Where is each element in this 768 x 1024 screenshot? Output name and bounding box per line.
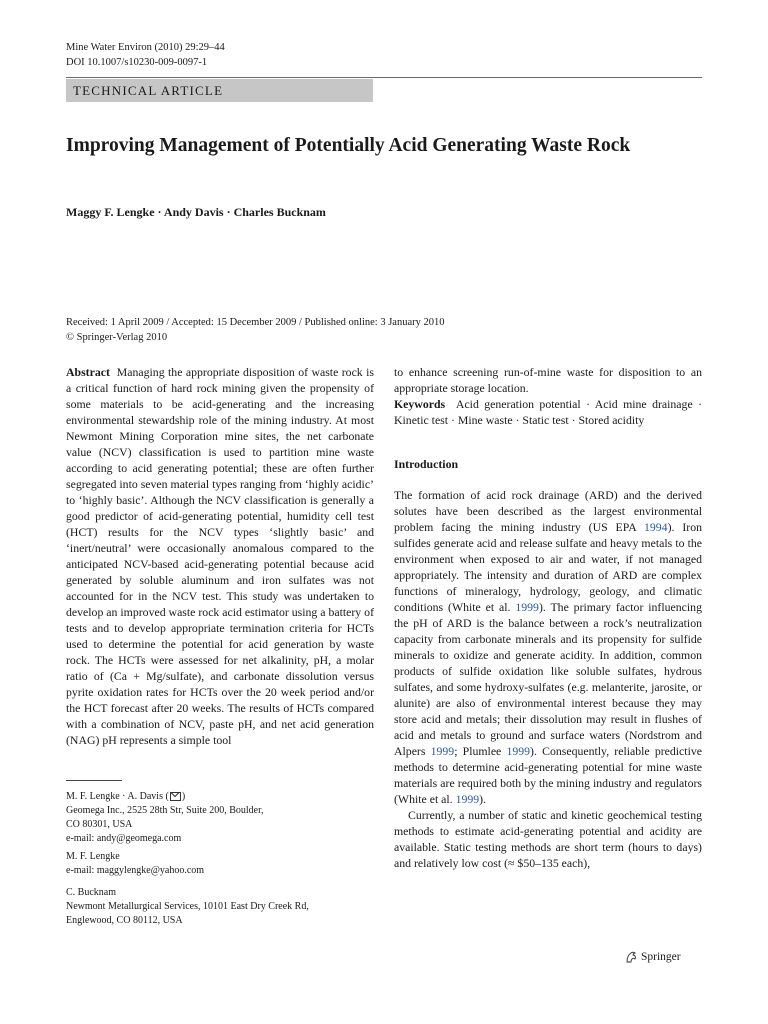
abstract-text: Managing the appropriate disposition of waste rock is a critical function of hard rock mining given the propensity of some materials to be acid-generating and the increasing environmental stewardship role of the mining industry. At most Newmont Mining Corporation mine sites, the net carbonate value (NCV) classification is used to partition mine waste according to acid generating potential; these are often further segregated into seven material types ranging from ‘highly acidic’ to ‘highly basic’. Although the NCV classification is generally a good predictor of acid-generating potential, humidity cell test (HCT) results for the NCV types ‘slightly basic’ and ‘inert/neutral’ were occasionally anomalous compared to the anticipated NCV-based acid-generating potential because acid generated by soluble aluminum and iron sulfates was not accounted for in the NCV test. This study was undertaken to develop an improved waste rock acid estimator using a battery of tests and to develop appropriate termination criteria for HCTs used to determine the potential for acid generation by waste rock. The HCTs were assessed for net alkalinity, pH, a molar ratio of (Ca + Mg/sulfate), and carbonate dissolution versus pyrite oxidation rates for HCTs over the 20 week period and/or the HCT forecast after 20 weeks. The results of HCTs compared with a combination of NCV, paste pH, and net acid generation (NAG) pH represents a simple tool (66, 365, 374, 747)
affiliation-email-link[interactable]: e-mail: andy@geomega.com (66, 833, 182, 844)
affiliation-block-2 (66, 850, 376, 878)
citation-link[interactable]: 1999 (455, 792, 480, 806)
citation-link[interactable]: 1999 (515, 600, 539, 614)
publisher-name: Springer (641, 951, 681, 963)
affiliation-block-1 (66, 790, 376, 846)
header-rule (66, 77, 702, 78)
abstract-heading: Abstract (66, 365, 110, 379)
doi-line: DOI 10.1007/s10230-009-0097-1 (66, 57, 208, 68)
citation-link[interactable]: 1994 (643, 520, 668, 534)
article-type-banner: TECHNICAL ARTICLE (66, 79, 373, 102)
citation-link[interactable]: 1999 (430, 744, 455, 758)
journal-citation (66, 40, 225, 70)
affiliation-email-link[interactable]: e-mail: maggylengke@yahoo.com (66, 865, 205, 876)
springer-horse-icon (624, 950, 638, 964)
copyright-line: © Springer-Verlag 2010 (66, 332, 168, 343)
abstract-paragraph (66, 364, 374, 748)
abstract-continuation: to enhance screening run-of-mine waste for disposition to an appropriate storage location. (394, 365, 702, 395)
publisher-logo (624, 950, 681, 964)
affiliation-address-2: CO 80301, USA (66, 819, 133, 830)
left-column (66, 364, 374, 748)
affiliation-rule (66, 780, 122, 781)
keywords-paragraph (394, 396, 702, 428)
affiliation-address-1: Newmont Metallurgical Services, 10101 East Dry Creek Rd, (66, 901, 309, 912)
dates-line: Received: 1 April 2009 / Accepted: 15 December 2009 / Published online: 3 January 2010 (66, 317, 445, 328)
citation-link[interactable]: 1999 (506, 744, 531, 758)
introduction-heading: Introduction (394, 457, 459, 471)
author-list: Maggy F. Lengke · Andy Davis · Charles Bucknam (66, 205, 326, 219)
envelope-icon (170, 792, 181, 801)
affiliation-address-1: Geomega Inc., 2525 28th Str, Suite 200, Boulder, (66, 805, 264, 816)
affiliation-address-2: Englewood, CO 80112, USA (66, 915, 183, 926)
introduction-paragraph-2: Currently, a number of static and kinetic geochemical testing methods to estimate acid-generating potential and acidity are available. Static testing methods are short term (hours to days) and relatively low cost (≈ $50–135 each), (394, 808, 702, 870)
journal-line: Mine Water Environ (2010) 29:29–44 (66, 42, 225, 53)
affiliation-block-3 (66, 886, 376, 928)
article-title: Improving Management of Potentially Acid Generating Waste Rock (66, 135, 631, 156)
publication-dates (66, 315, 445, 345)
affiliation-name: C. Bucknam (66, 887, 116, 898)
keywords-heading: Keywords (394, 397, 446, 411)
affiliation-name: M. F. Lengke (66, 851, 120, 862)
right-column (394, 364, 702, 871)
affiliation-names: M. F. Lengke · A. Davis ( ) (66, 791, 186, 802)
keywords-text: Acid generation potential · Acid mine drainage · Kinetic test · Mine waste · Static test · Stored acidity (394, 397, 702, 427)
introduction-paragraph-1: The formation of acid rock drainage (ARD) and the derived solutes have been described as the largest environmental problem facing the mining industry (US EPA 1994). Iron sulfides generate acid and release sulfate and heavy metals to the environment when exposed to air and water, if not managed appropriately. The intensity and duration of ARD are complex functions of mineralogy, hydrology, geology, and climatic conditions (White et al. 1999). The primary factor influencing the pH of ARD is the balance between a rock’s neutralization capacity from carbonate minerals and its propensity for sulfide minerals to oxidize and generate acidity. In addition, common products of sulfide oxidation like soluble sulfates, hydrous sulfates, and some hydroxy-sulfates (e.g. melanterite, jarosite, or alunite) are also of environmental interest because they may store acid and metals; their dissolution may result in flushes of acid and metals to ground and surface waters (Nordstrom and Alpers 1999; Plumlee 1999). Consequently, reliable predictive methods to determine acid-generating potential for mine waste materials are required both by the mining industry and regulators (White et al. 1999). (394, 488, 702, 806)
